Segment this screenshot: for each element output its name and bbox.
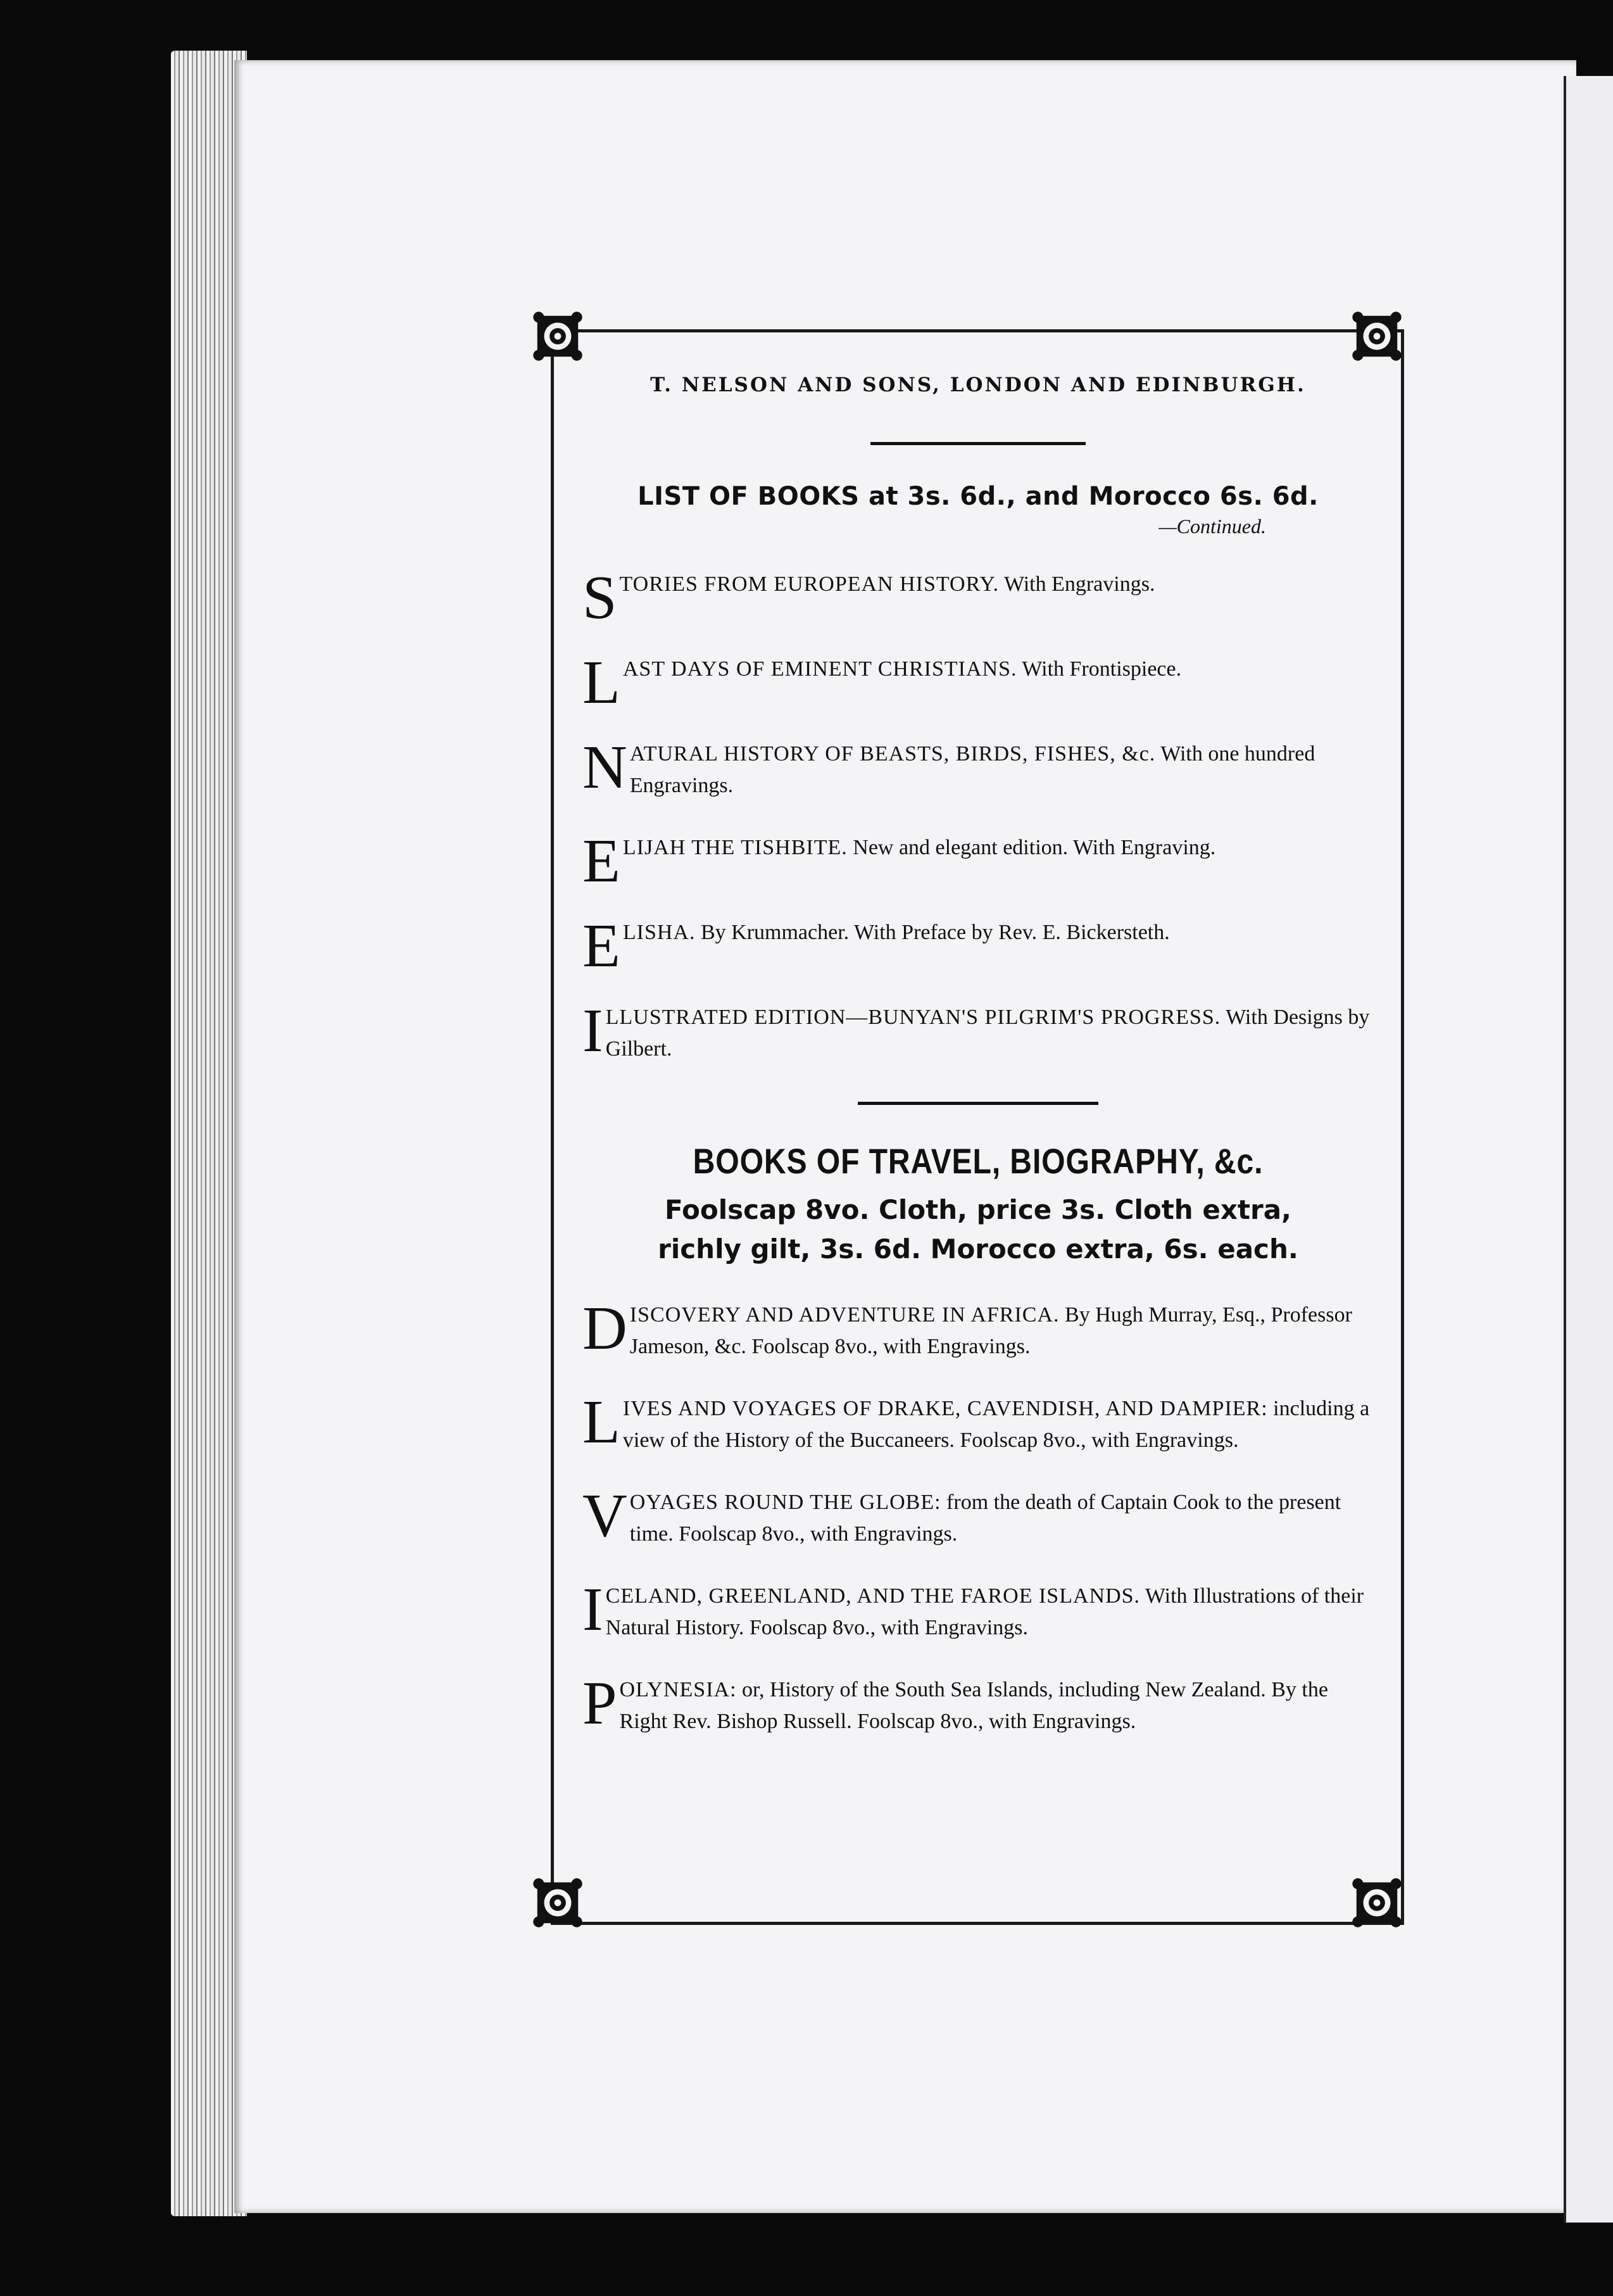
book-list-b (582, 1294, 1374, 1738)
book-description: By Hugh Murray, Esq., Professor Jameson, &c. Foolscap 8vo., with Engravings. (629, 1303, 1352, 1358)
book-description: from the death of Captain Cook to the present time. Foolscap 8vo., with Engravings. (629, 1491, 1341, 1546)
corner-ornament-icon (1350, 309, 1404, 363)
book-description: or, History of the South Sea Islands, including New Zealand. By the Right Rev. Bishop Russell. Foolscap 8vo., with Engravings. (619, 1678, 1328, 1733)
book-entry (582, 648, 1374, 717)
drop-initial: I (582, 997, 603, 1065)
corner-ornament-icon (1350, 1876, 1404, 1930)
corner-ornament-icon (530, 1876, 585, 1930)
drop-initial: N (582, 733, 627, 802)
book-title: CELAND, GREENLAND, AND THE FAROE ISLANDS. (605, 1584, 1141, 1608)
book-entry (582, 564, 1374, 632)
drop-initial: L (582, 1388, 620, 1456)
book-description: With Frontispiece. (1017, 657, 1182, 681)
book-entry (582, 733, 1374, 802)
book-entry (582, 912, 1374, 980)
price-line-2: richly gilt, 3s. 6d. Morocco extra, 6s. each. (658, 1233, 1298, 1265)
book-description: including a view of the History of the Buccaneers. Foolscap 8vo., with Engravings. (622, 1397, 1370, 1452)
drop-initial: I (582, 1575, 603, 1644)
drop-initial: S (582, 564, 617, 632)
divider-rule (858, 1102, 1098, 1105)
page-content (582, 374, 1374, 1738)
price-line-1: Foolscap 8vo. Cloth, price 3s. Cloth extra, (665, 1194, 1291, 1225)
price-subheading (582, 1190, 1374, 1269)
book-title: ATURAL HISTORY OF BEASTS, BIRDS, FISHES, &c. (629, 742, 1156, 766)
divider-rule (870, 442, 1086, 445)
book-title: OYAGES ROUND THE GLOBE: (629, 1491, 941, 1514)
book-description: New and elegant edition. With Engraving. (847, 836, 1216, 859)
section-heading: BOOKS OF TRAVEL, BIOGRAPHY, &c. (693, 1141, 1264, 1181)
continued-note: —Continued. (1158, 515, 1266, 538)
publisher-header: T. NELSON AND SONS, LONDON AND EDINBURGH. (650, 374, 1306, 396)
book-entry (582, 1294, 1374, 1363)
book-title: OLYNESIA: (619, 1678, 737, 1701)
book-description: With one hundred Engravings. (629, 742, 1315, 797)
book-description: With Illustrations of their Natural History. Foolscap 8vo., with Engravings. (605, 1584, 1364, 1639)
drop-initial: P (582, 1669, 617, 1738)
book-entry (582, 1575, 1374, 1644)
corner-ornament-icon (530, 309, 585, 363)
book-title: ISCOVERY AND ADVENTURE IN AFRICA. (629, 1303, 1060, 1327)
book-description: By Krummacher. With Preface by Rev. E. Bickersteth. (695, 921, 1170, 944)
book-entry (582, 1388, 1374, 1456)
book-entry (582, 1482, 1374, 1550)
book-title: LIJAH THE TISHBITE. (622, 836, 848, 859)
book-description: With Engravings. (999, 572, 1155, 596)
drop-initial: L (582, 648, 620, 717)
facing-page-edge (1564, 76, 1613, 2223)
book-title: LLUSTRATED EDITION—BUNYAN'S PILGRIM'S PROGRESS. (605, 1006, 1221, 1029)
book-entry (582, 1669, 1374, 1738)
drop-initial: D (582, 1294, 627, 1363)
book-title: AST DAYS OF EMINENT CHRISTIANS. (622, 657, 1017, 681)
book-title: IVES AND VOYAGES OF DRAKE, CAVENDISH, AND DAMPIER: (622, 1397, 1268, 1420)
drop-initial: E (582, 827, 620, 895)
book-entry (582, 997, 1374, 1065)
drop-initial: V (582, 1482, 627, 1550)
drop-initial: E (582, 912, 620, 980)
list-heading: LIST OF BOOKS at 3s. 6d., and Morocco 6s. 6d. (637, 482, 1319, 511)
book-entry (582, 827, 1374, 895)
book-title: TORIES FROM EUROPEAN HISTORY. (619, 572, 1000, 596)
book-list-a (582, 564, 1374, 1065)
book-title: LISHA. (622, 921, 696, 944)
book-description: With Designs by Gilbert. (605, 1006, 1370, 1061)
